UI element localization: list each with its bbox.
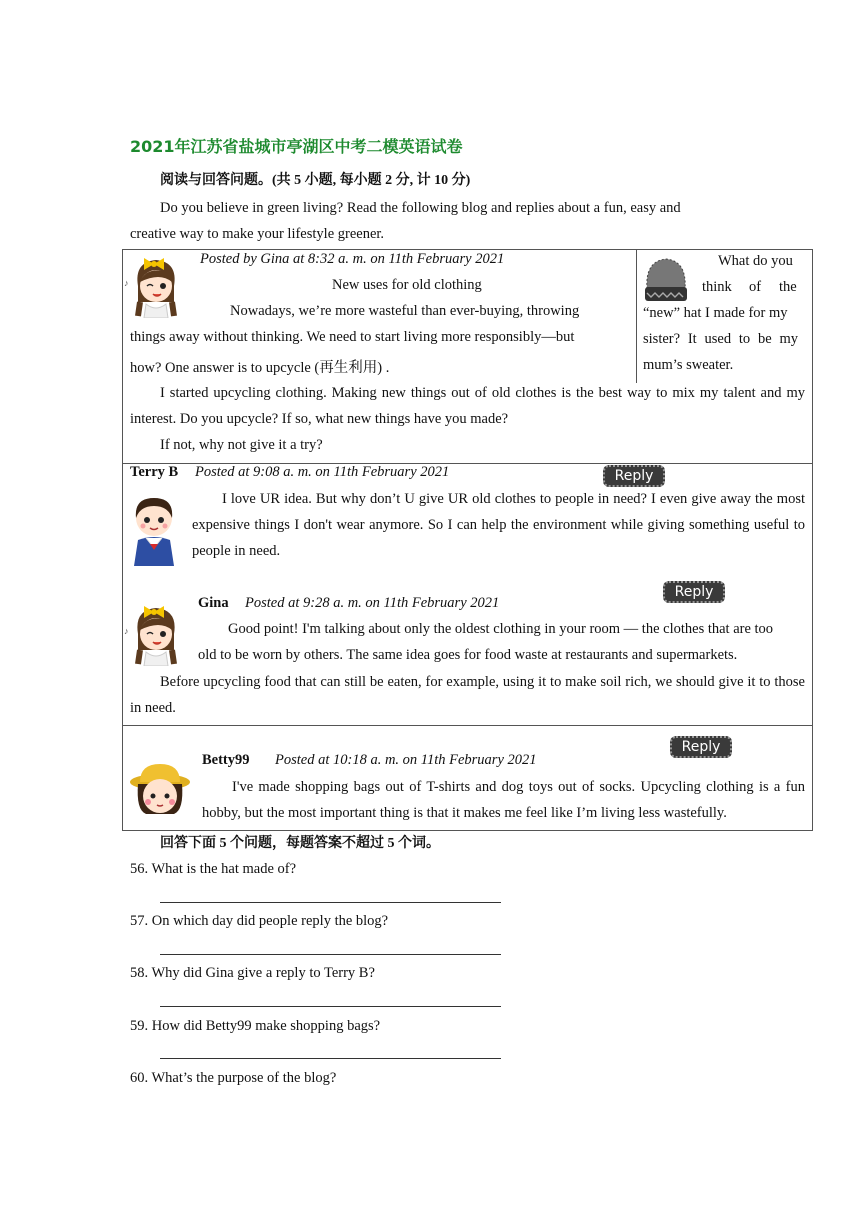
side-word: of [749,279,762,295]
side-line-3: “new” hat I made for my [643,305,788,321]
terry-avatar-icon [128,494,180,568]
post-paragraph-2: I started upcycling clothing. Making new things out of old clothes is the best way to mix my talent and my interest. Do you upcycle? If so, what new things have you made? [130,385,805,427]
page-title: 2021年江苏省盐城市亭湖区中考二模英语试卷 [130,137,463,156]
side-line-4: sister? It used to be my [643,331,798,347]
betty-text: I've made shopping bags out of T-shirts and dog toys out of socks. Upcycling clothing is a fun hobby, but the most important thing is that it makes me feel like I’m living less wastefully. [202,779,805,821]
answer-line-59[interactable] [160,1058,501,1059]
question-59: 59. How did Betty99 make shopping bags? [130,1018,381,1034]
betty-meta: Posted at 10:18 a. m. on 11th February 2021 [275,752,537,768]
divider [636,250,637,383]
svg-text:♪: ♪ [124,626,129,636]
question-56: 56. What is the hat made of? [130,861,297,877]
post-line-1: Nowadays, we’re more wasteful than ever-buying, throwing [230,303,580,319]
question-60: 60. What’s the purpose of the blog? [130,1070,337,1086]
betty-name: Betty99 [202,752,250,768]
answer-line-57[interactable] [160,954,501,955]
side-line-1: What do you [718,253,793,269]
reply-button[interactable]: Reply [603,465,665,487]
question-57: 57. On which day did people reply the blog? [130,913,389,929]
gina-avatar-icon [124,252,188,318]
svg-text:♪: ♪ [124,278,129,288]
post-paragraph-3: If not, why not give it a try? [160,437,323,453]
betty-avatar-icon [128,762,192,818]
answer-line-58[interactable] [160,1006,501,1007]
gina-paragraph-2: Before upcycling food that can still be eaten, for example, using it to make soil rich, we should give it to those in need. [130,674,805,716]
gina-line-1: Good point! I'm talking about only the oldest clothing in your room — the clothes that are too [228,621,774,637]
divider [123,725,812,726]
side-word: think [702,279,732,295]
reply-button[interactable]: Reply [670,736,732,758]
terry-meta: Posted at 9:08 a. m. on 11th February 2021 [195,464,450,480]
section-instruction: 阅读与回答问题。(共 5 小题, 每小题 2 分, 计 10 分) [160,173,471,188]
answer-line-56[interactable] [160,902,501,903]
side-line-5: mum’s sweater. [643,357,734,373]
gina-avatar-icon [124,600,188,666]
intro-line-2: creative way to make your lifestyle greener. [130,226,385,242]
gina-meta: Posted at 9:28 a. m. on 11th February 2021 [245,595,500,611]
terry-name: Terry B [130,464,179,480]
questions-instruction: 回答下面 5 个问题，每题答案不超过 5 个词。 [160,836,440,851]
side-word: the [779,279,797,295]
post-heading: New uses for old clothing [332,277,482,293]
terry-text: I love UR idea. But why don’t U give UR old clothes to people in need? I even give away the most expensive things I don't wear anymore. So I can help the environment while giving something useful to people in need. [192,491,805,559]
gina-name: Gina [198,595,229,611]
gina-line-2: old to be worn by others. The same idea goes for food waste at restaurants and supermarkets. [198,647,738,663]
knitted-hat-icon [641,255,691,305]
intro-line-1: Do you believe in green living? Read the following blog and replies about a fun, easy and [160,200,681,216]
post-meta: Posted by Gina at 8:32 a. m. on 11th February 2021 [200,251,505,267]
reply-button[interactable]: Reply [663,581,725,603]
question-58: 58. Why did Gina give a reply to Terry B? [130,965,375,981]
post-line-3: how? One answer is to upcycle (再生利用) . [130,360,390,376]
post-line-2: things away without thinking. We need to start living more responsibly—but [130,329,575,345]
